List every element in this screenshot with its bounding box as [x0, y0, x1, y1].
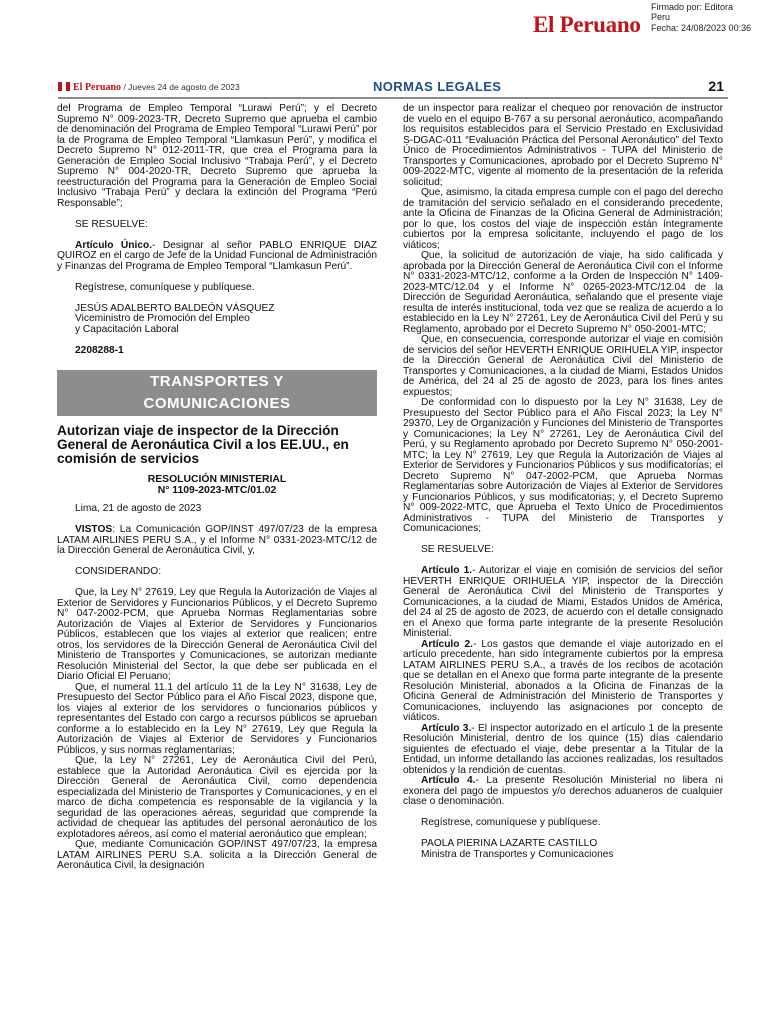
signature-line: Peru [651, 12, 671, 23]
vistos-label: VISTOS [75, 524, 113, 535]
article-label: Artículo 1. [421, 565, 473, 576]
paragraph: Que, mediante Comunicación GOP/INST 497/07/23, la empresa LATAM AIRLINES PERU S.A. solicita a la Dirección General de Aeronáutica Civil, la designación [57, 839, 377, 871]
resolves-heading: SE RESUELVE: [75, 218, 148, 230]
header-date: / Jueves 24 de agosto de 2023 [123, 82, 240, 92]
sector-banner [57, 370, 377, 416]
article-text: - La presente Resolución Ministerial no libera ni exonera del pago de impuestos y/o derechos aduaneros de cualquier clase o denominación. [403, 775, 723, 807]
paragraph: Que, la Ley N° 27261, Ley de Aeronáutica Civil del Perú, establece que la Autoridad Aeronáutica Civil es ejercida por la Dirección General de Aeronáutica Civil, como dependencia especializada del Ministerio de Transportes y Comunicaciones, y en el marco de dicha competencia es responsable de la vigilancia y la seguridad de las operaciones aéreas, seguridad que comprende la actividad de chequear las aptitudes del personal aeronáutico de los explotadores aéreos, así como el material aeronáutico que emplean; [57, 755, 377, 840]
article-3 [403, 724, 723, 777]
article-4 [403, 776, 723, 808]
paragraph: Que, en consecuencia, corresponde autorizar el viaje en comisión de servicios del señor HEVERTH ENRIQUE ORIHUELA YIP, inspector de la Dirección General de Aeronáutica Civil del Ministerio de Transportes y Comunicaciones, a la ciudad de Miami, Estados Unidos de América, del 24 al 25 de agosto de 2023, para los fines antes expuestos; [403, 334, 723, 398]
resolution-title: RESOLUCIÓN MINISTERIAL [147, 474, 287, 485]
article-text: - Los gastos que demande el viaje autorizado en el artículo precedente, han sido íntegramente cubiertos por la empresa LATAM AIRLINES PERU S.A., a través de los recibos de acotación que se detallan en el Anexo que forma parte integrante de la presente Resolución Ministerial, abonados a la Oficina de Finanzas de la Oficina General de Administración del Ministerio de Transportes y Comunicaciones, incluyendo las asignaciones por concepto de viáticos. [403, 638, 723, 723]
article-text: - El inspector autorizado en el artículo 1 de la presente Resolución Ministerial, dentro de los quince (15) días calendario siguientes de efectuado el viaje, debe presentar a la Titular de la Entidad, un informe detallando las acciones realizadas, los resultados obtenidos y la rendición de cuentas. [403, 722, 723, 776]
paragraph: Que, el numeral 11.1 del artículo 11 de la Ley N° 31638, Ley de Presupuesto del Sector Público para el Año Fiscal 2023, dispone que, los viajes al exterior de los servidores o funcionarios públicos y representantes del Estado con cargo a recursos públicos se aprueban conforme a lo establecido en la Ley N° 27619, Ley que Regula la Autorización de Viajes al Exterior de Servidores y Funcionarios Públicos, y sus normas reglamentarias; [57, 681, 377, 756]
resolves-heading: SE RESUELVE: [421, 544, 494, 555]
signatory-role: Viceministro de Promoción del Empleo [75, 313, 250, 324]
article-label: Artículo 2. [421, 638, 473, 650]
closing-formula: Regístrese, comuníquese y publíquese. [75, 281, 255, 293]
paragraph: de un inspector para realizar el chequeo por renovación de instructor de vuelo en el equipo B-767 a su personal aeronáutico, acompañando los requisitos establecidos para el Servicio Prestado en Exclusividad S-DGAC-011 “Evaluación Práctica del Personal Aeronáutico” del Texto Único de Procedimientos Administrativos - TUPA del Ministerio de Transportes y Comunicaciones, aprobado por el Decreto Supremo N° 009-2022-MTC, vigente al momento de la presentación de la referida solicitud; [403, 103, 723, 188]
peru-flag-icon [58, 82, 70, 91]
header-publication [58, 82, 240, 93]
publication-code: 2208288-1 [75, 344, 124, 356]
article-headline: Autorizan viaje de inspector de la Dirección General de Aeronáutica Civil a los EE.UU., en comisión de servicios [57, 423, 349, 466]
signature-line: Fecha: 24/08/2023 00:36 [651, 22, 752, 33]
digital-signature-stamp [651, 2, 751, 33]
page-number: 21 [708, 78, 724, 94]
article-unico [57, 241, 377, 273]
signatory-role: Ministra de Transportes y Comunicaciones [421, 848, 614, 860]
sector-line: TRANSPORTES Y [150, 373, 284, 390]
closing-formula: Regístrese, comuníquese y publíquese. [421, 817, 601, 828]
signatory-name: PAOLA PIERINA LAZARTE CASTILLO [421, 838, 598, 849]
signature-line: Firmado por: Editora [651, 2, 734, 12]
left-column [57, 104, 377, 872]
sector-line: COMUNICACIONES [143, 395, 291, 412]
article-text: - Designar al señor PABLO ENRIQUE DIAZ QUIROZ en el cargo de Jefe de la Unidad Funcional de Administración y Finanzas del Programa de Empleo Temporal “Llamkasun Perú”. [57, 239, 377, 272]
vistos-text: : La Comunicación GOP/INST 497/07/23 de la empresa LATAM AIRLINES PERU S.A., y el Informe N° 0331-2023-MTC/12 de la Dirección General de Aeronáutica Civil, y, [57, 524, 377, 556]
paragraph: Que, asimismo, la citada empresa cumple con el pago del derecho de tramitación del servicio señalado en el considerando precedente, ante la Oficina de Finanzas de la Oficina General de Administración; por lo que, los costos del viaje de inspección están íntegramente cubiertos por la empresa solicitante, incluyendo el pago de los viáticos; [403, 187, 723, 251]
article-label: Artículo Único. [75, 239, 153, 251]
place-date: Lima, 21 de agosto de 2023 [75, 503, 202, 514]
paragraph: De conformidad con lo dispuesto por la Ley N° 31638, Ley de Presupuesto del Sector Público para el Año Fiscal 2023; la Ley N° 29370, Ley de Organización y Funciones del Ministerio de Transportes y Comunicaciones; la Ley N° 27261, Ley de Aeronáutica Civil del Perú, y su Reglamento aprobado por Decreto Supremo N° 050-2001-MTC; la Ley N° 27619, Ley que Regula la Autorización de Viajes al Exterior de Servidores y Funcionarios Públicos y sus modificatorias; el Decreto Supremo N° 047-2002-PCM, que Aprueba Normas Reglamentarias sobre Autorización de Viajes al Exterior de Servidores y Funcionarios Públicos, y sus modificatorias; y, el Decreto Supremo N° 009-2022-MTC, que Aprueba el Texto Único de Procedimientos Administrativos - TUPA del Ministerio de Transportes y Comunicaciones; [403, 397, 723, 534]
article-1 [403, 566, 723, 640]
vistos-paragraph [57, 525, 377, 557]
resolution-number [57, 474, 377, 496]
page-header [58, 79, 728, 99]
considering-heading: CONSIDERANDO: [75, 566, 162, 577]
signatory-name: JESÚS ADALBERTO BALDEÓN VÁSQUEZ [75, 302, 275, 314]
article-label: Artículo 3. [421, 722, 472, 734]
article-text: - Autorizar el viaje en comisión de servicios del señor HEVERTH ENRIQUE ORIHUELA YIP, inspector de la Dirección General de Aeronáutica Civil del Ministerio de Transportes y Comunicaciones, a la ciudad de Miami, Estados Unidos de América, del 24 al 25 de agosto de 2023, de acuerdo con el detalle consignado en el Anexo que forma parte integrante de la presente Resolución Ministerial. [403, 565, 723, 639]
section-title: NORMAS LEGALES [373, 79, 502, 94]
resolution-code: N° 1109-2023-MTC/01.02 [157, 485, 277, 496]
header-paper-name: El Peruano [73, 82, 122, 93]
paragraph: del Programa de Empleo Temporal “Lurawi Perú”; y el Decreto Supremo N° 009-2023-TR, Decreto Supremo que aprueba el cambio de denominación del Programa de Empleo Temporal “Lurawi Perú” por la de Programa de Empleo Temporal “Llamkasun Perú”, y modifica el Decreto Supremo N° 012-2011-TR, que crea el Programa para la Generación de Empleo Social Inclusivo “Trabaja Perú”, y el Decreto Supremo N° 004-2020-TR, Decreto Supremo que aprueba la reestructuración del Programa para la Generación de Empleo Social Inclusivo “Trabaja Perú” y declara la extinción del Programa “Perú Responsable”; [57, 103, 377, 209]
article-label: Artículo 4. [421, 775, 476, 786]
right-column [403, 104, 723, 860]
article-2 [403, 640, 723, 724]
paragraph: Que, la Ley N° 27619, Ley que Regula la Autorización de Viajes al Exterior de Servidores y Funcionarios Públicos, y el Decreto Supremo N° 047-2002-PCM, que Aprueba Normas Reglamentarias sobre Autorización de Viajes al Exterior de Servidores y Funcionarios Públicos, establecen que los viajes al exterior que realicen; entre otros, los servidores de la Dirección General de Aeronáutica Civil del Ministerio de Transportes y Comunicaciones, se autorizan mediante Resolución Ministerial del Sector, la que debe ser publicada en el Diario Oficial El Peruano; [57, 587, 377, 682]
signatory-role: y Capacitación Laboral [75, 323, 179, 335]
el-peruano-logo: El Peruano [533, 12, 641, 37]
paragraph: Que, la solicitud de autorización de viaje, ha sido calificada y aprobada por la Dirección General de Aeronáutica Civil con el Informe N° 0331-2023-MTC/12, conforme a la Orden de Inspección N° 1409-2023-MTC/12.04 y el Informe N° 0265-2023-MTC/12.04 de la Dirección de Seguridad Aeronáutica, señalando que el presente viaje resulta de interés institucional, toda vez que se realiza de acuerdo a lo establecido en la Ley N° 27261, Ley de Aeronáutica Civil del Perú y su Reglamento, aprobado por el Decreto Supremo N° 050-2001-MTC; [403, 250, 723, 335]
